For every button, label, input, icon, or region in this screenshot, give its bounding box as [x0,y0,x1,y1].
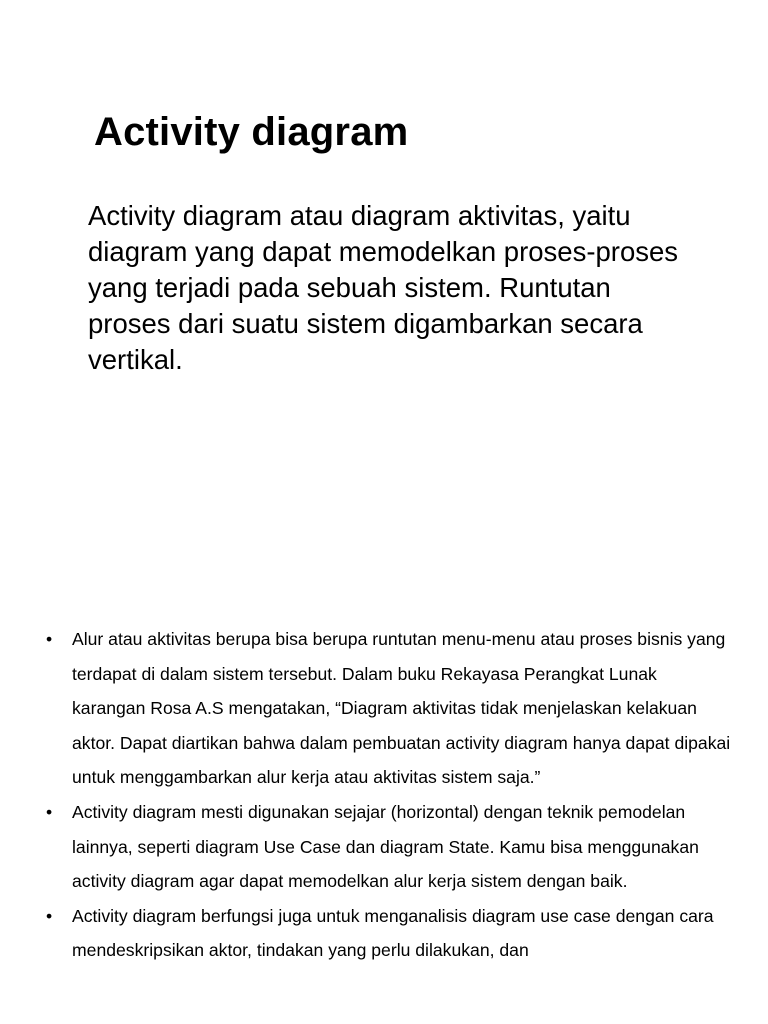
intro-paragraph: Activity diagram atau diagram aktivitas, yaitu diagram yang dapat memodelkan proses-proses yang terjadi pada sebuah sistem. Runtutan proses dari suatu sistem digambarkan secara vertikal. [88,200,679,375]
bullet-text: Activity diagram mesti digunakan sejajar (horizontal) dengan teknik pemodelan lainnya, seperti diagram Use Case dan diagram State. Kamu bisa menggunakan activity diagram agar dapat memodelkan alur kerja sistem dengan baik. [72,801,699,892]
bullet-text: Activity diagram berfungsi juga untuk menganalisis diagram use case dengan cara mendeskripsikan aktor, tindakan yang perlu dilakukan, dan [72,905,714,961]
page-title: Activity diagram [94,110,409,154]
bullet-text: Alur atau aktivitas berupa bisa berupa runtutan menu-menu atau proses bisnis yang terdapat di dalam sistem tersebut. Dalam buku Rekayasa Perangkat Lunak karangan Rosa A.S mengatakan, “Diagram aktivitas tidak menjelaskan kelakuan aktor. Dapat diartikan bahwa dalam pembuatan activity diagram hanya dapat dipakai untuk menggambarkan alur kerja atau aktivitas sistem saja.” [72,629,731,788]
bullet-icon: • [46,801,53,822]
bullet-icon: • [46,629,53,649]
list-item [42,622,732,795]
list-item [42,795,732,899]
list-item [42,899,732,968]
bullet-icon: • [46,905,53,926]
bullet-list [42,622,732,968]
